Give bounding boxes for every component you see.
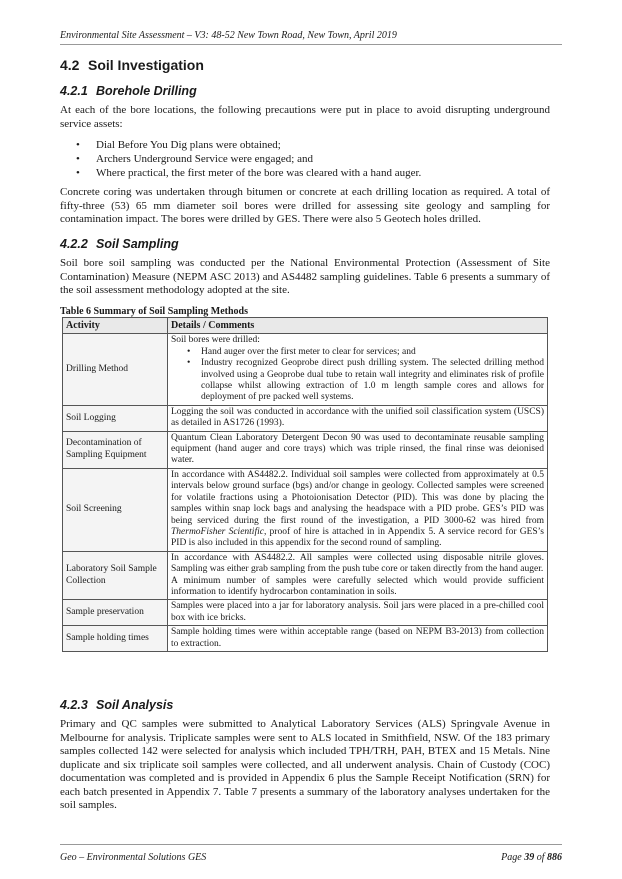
subsection-heading-soil-sampling <box>60 237 179 251</box>
table-row <box>63 626 548 652</box>
page-total: 886 <box>547 852 562 863</box>
page-current: 39 <box>524 852 535 863</box>
list-item: • Where practical, the first meter of the bore was cleared with a hand auger. <box>72 166 542 180</box>
drilling-bullets <box>171 347 544 404</box>
list-item: • Dial Before You Dig plans were obtained; <box>72 138 542 152</box>
borehole-intro-paragraph: At each of the bore locations, the following precautions were put in place to avoid disrupting underground service assets: <box>60 104 550 130</box>
table-row <box>63 431 548 468</box>
subsection-title: Soil Sampling <box>96 237 179 251</box>
table-row <box>63 551 548 600</box>
details-cell: Quantum Clean Laboratory Detergent Decon 90 was used to decontaminate reusable sampling equipment (hand auger and core trays) which was triple rinsed, the final rinse was deionised water. <box>168 431 548 468</box>
lab-details-2: A minimum number of samples were carefully selected which would provide sufficient information to identify hydrocarbon contamination in soils. <box>171 575 544 597</box>
lab-details-1: In accordance with AS4482.2. All samples were collected using disposable nitrile gloves. Sampling was either grab sampling from the push tube core or taken directly from the hand auger. <box>171 552 544 575</box>
table-row <box>63 405 548 431</box>
page-label: Page <box>501 852 525 863</box>
table-caption: Table 6 Summary of Soil Sampling Methods <box>60 306 248 317</box>
section-number: 4.2 <box>60 57 80 73</box>
subsection-heading-borehole-drilling <box>60 84 197 98</box>
page-number <box>501 852 562 863</box>
table-row <box>63 468 548 551</box>
activity-cell: Decontamination of Sampling Equipment <box>63 431 168 468</box>
column-header-activity: Activity <box>63 318 168 334</box>
subsection-title: Soil Analysis <box>96 698 174 712</box>
page-header: Environmental Site Assessment – V3: 48-52 New Town Road, New Town, April 2019 <box>60 30 397 41</box>
footer-divider <box>60 844 562 845</box>
list-item: • Industry recognized Geoprobe direct push drilling system. The selected drilling method involved using a Geoprobe dual tube to retain wall integrity and eliminates risk of profile collapse whilst allowing extraction of 1.0 m length sample cores and allows for deployment of pre packed well systems. <box>171 358 544 404</box>
table-row <box>63 600 548 626</box>
list-item: • Hand auger over the first meter to clear for services; and <box>171 347 544 358</box>
subsection-number: 4.2.1 <box>60 84 88 98</box>
details-lead: Soil bores were drilled: <box>171 335 260 346</box>
soil-sampling-methods-table <box>62 317 548 652</box>
details-cell <box>168 468 548 551</box>
table-header-row <box>63 318 548 334</box>
details-cell: Sample holding times were within acceptable range (based on NEPM B3-2013) from collection to extraction. <box>168 626 548 652</box>
activity-cell: Drilling Method <box>63 334 168 405</box>
borehole-body-paragraph: Concrete coring was undertaken through bitumen or concrete at each drilling location as required. A total of fifty-three (53) 65 mm diameter soil bores were drilled for assessing site geology and sampling for contamination impact. The bores were drilled by GES. There were also 5 Geotech holes drilled. <box>60 186 550 225</box>
footer-company: Geo – Environmental Solutions GES <box>60 852 207 863</box>
activity-cell: Sample preservation <box>63 600 168 626</box>
precautions-list <box>72 138 542 180</box>
supplier-name: ThermoFisher Scientific <box>171 526 264 537</box>
activity-cell: Soil Screening <box>63 468 168 551</box>
section-heading <box>60 57 204 73</box>
details-cell <box>168 334 548 405</box>
details-cell: Logging the soil was conducted in accordance with the unified soil classification system (USCS) as detailed in AS1726 (1993). <box>168 405 548 431</box>
screening-text-part2: , proof of hire is attached in in Appendix 5. A service record for GES’s PID is also included in this appendix for the second round of sampling. <box>171 526 545 549</box>
table-row <box>63 334 548 405</box>
section-title: Soil Investigation <box>88 57 204 73</box>
details-cell: Samples were placed into a jar for laboratory analysis. Soil jars were placed in a pre-chilled cool box with ice bricks. <box>168 600 548 626</box>
subsection-title: Borehole Drilling <box>96 84 197 98</box>
subsection-number: 4.2.3 <box>60 698 88 712</box>
list-item: • Archers Underground Service were engaged; and <box>72 152 542 166</box>
soil-sampling-paragraph: Soil bore soil sampling was conducted per the National Environmental Protection (Assessment of Site Contamination) Measure (NEPM ASC 2013) and AS4482 sampling guidelines. Table 6 presents a summary of the soil assessment methodology adopted at the site. <box>60 257 550 296</box>
header-divider <box>60 44 562 45</box>
activity-cell: Soil Logging <box>63 405 168 431</box>
column-header-details: Details / Comments <box>168 318 548 334</box>
screening-text-part1: In accordance with AS4482.2. Individual soil samples were collected from approximately at 0.5 intervals below ground surface (bgs) and/or change in geology. Collected samples were screened for volatile fractions using a Photoionisation Detector (PID). This was done by placing the samples within snap lock bags and analysing the headspace with a PID probe. GES’s PID was being serviced during the first round of the investigation, a PID 3000-62 was hired from <box>171 469 544 526</box>
subsection-number: 4.2.2 <box>60 237 88 251</box>
activity-cell: Sample holding times <box>63 626 168 652</box>
subsection-heading-soil-analysis <box>60 698 173 712</box>
activity-cell: Laboratory Soil Sample Collection <box>63 551 168 600</box>
soil-analysis-paragraph: Primary and QC samples were submitted to Analytical Laboratory Services (ALS) Springvale Avenue in Melbourne for analysis. Triplicate samples were sent to ALS located in Smithfield, NSW. Of the 183 primary samples collected 142 were selected for analysis which included TPH/TRH, PAH, BTEX and 15 Metals. Nine duplicate and six triplicate soil samples were collected, and all underwent analysis. Chain of Custody (COC) documentation was completed and is provided in Appendix 6 plus the Sample Receipt Notification (SRN) for each batch presented in Appendix 7. Table 7 presents a summary of the laboratory analyses undertaken for the soil samples. <box>60 718 550 811</box>
details-cell <box>168 551 548 600</box>
page-of: of <box>534 852 547 863</box>
